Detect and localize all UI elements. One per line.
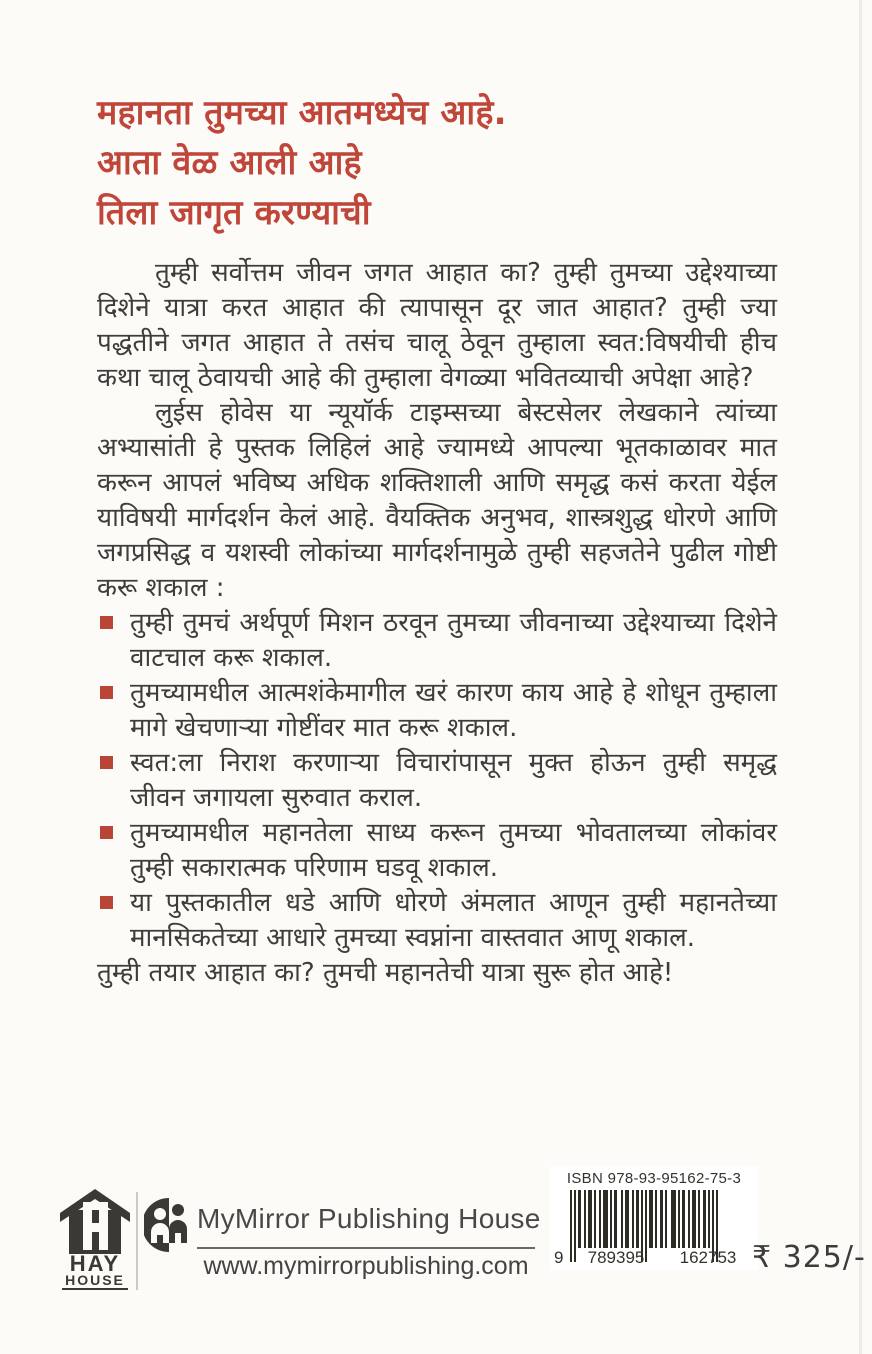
- vertical-divider: [136, 1192, 138, 1290]
- headline-line: तिला जागृत करण्याची: [97, 193, 371, 233]
- bullet-text: तुमच्यामधील आत्मशंकेमागील खरं कारण काय आहे हे शोधून तुम्हाला मागे खेचणाऱ्या गोष्टींवर मात करू शकाल.: [130, 678, 777, 743]
- publisher-underline: [197, 1247, 535, 1249]
- barcode-digit-group: 789395: [587, 1248, 645, 1267]
- barcode-digits: [554, 1248, 754, 1268]
- headline: [97, 88, 507, 238]
- list-item: [97, 606, 777, 676]
- barcode-digit-lead: 9: [554, 1248, 564, 1267]
- paragraph: लुईस होवेस या न्यूयॉर्क टाइम्सच्या बेस्टसेलर लेखकाने त्यांच्या अभ्यासांती हे पुस्तक लिहिलं आहे ज्यामध्ये आपल्या भूतकाळावर मात करून आपलं भविष्य अधिक शक्तिशाली आणि समृद्ध कसं करता येईल याविषयी मार्गदर्शन केलं आहे. वैयक्तिक अनुभव, शास्त्रशुद्ध धोरणे आणि जगप्रसिद्ध व यशस्वी लोकांच्या मार्गदर्शनामुळे तुम्ही सहजतेने पुढील गोष्टी करू शकाल :: [97, 398, 777, 603]
- list-item: [97, 676, 777, 746]
- barcode-block: [550, 1166, 758, 1270]
- bullet-text: या पुस्तकातील धडे आणि धोरणे अंमलात आणून तुम्ही महानतेच्या मानसिकतेच्या आधारे तुमच्या स्वप्नांना वास्तवात आणू शकाल.: [130, 888, 777, 953]
- bullet-text: तुमच्यामधील महानतेला साध्य करून तुमच्या भोवतालच्या लोकांवर तुम्ही सकारात्मक परिणाम घडवू शकाल.: [130, 818, 777, 883]
- headline-line: आता वेळ आली आहे: [97, 143, 362, 183]
- paragraph: तुम्ही सर्वोत्तम जीवन जगत आहात का? तुम्ही तुमच्या उद्देश्याच्या दिशेने यात्रा करत आहात की त्यापासून दूर जात आहात? तुम्ही ज्या पद्धतीने जगत आहात ते तसंच चालू ठेवून तुम्हाला स्वत:विषयीची हीच कथा चालू ठेवायची आहे की तुम्हाला वेगळ्या भवितव्याची अपेक्षा आहे?: [97, 258, 777, 393]
- publisher-website: www.mymirrorpublishing.com: [203, 1252, 529, 1280]
- mirror-people-icon: [144, 1196, 194, 1256]
- closing-line: तुम्ही तयार आहात का? तुमची महानतेची यात्रा सुरू होत आहे!: [97, 958, 674, 988]
- bullet-square-icon: [100, 616, 113, 629]
- bullet-square-icon: [100, 686, 113, 699]
- list-item: [97, 816, 777, 886]
- body-copy: [97, 256, 777, 991]
- bullet-square-icon: [100, 896, 113, 909]
- price-label: ₹ 325/-: [752, 1240, 866, 1275]
- bullet-square-icon: [100, 826, 113, 839]
- bullet-list: [97, 606, 777, 956]
- hay-house-logo: [56, 1186, 134, 1294]
- bullet-text: स्वत:ला निराश करणाऱ्या विचारांपासून मुक्त होऊन तुम्ही समृद्ध जीवन जगायला सुरुवात कराल.: [130, 748, 777, 813]
- hay-house-icon: [56, 1186, 134, 1290]
- svg-text:HOUSE: HOUSE: [65, 1272, 125, 1288]
- list-item: [97, 746, 777, 816]
- mymirror-logo-icon: [144, 1196, 194, 1260]
- svg-text:HAY: HAY: [69, 1251, 121, 1276]
- isbn-label: ISBN 978-93-95162-75-3: [566, 1170, 742, 1187]
- headline-line: महानता तुमच्या आतमध्येच आहे.: [97, 93, 507, 133]
- bullet-square-icon: [100, 756, 113, 769]
- scan-edge-shadow: [859, 0, 862, 1354]
- publisher-name: MyMirror Publishing House: [197, 1203, 541, 1234]
- barcode-digit-group: 162753: [679, 1248, 737, 1267]
- bullet-text: तुम्ही तुमचं अर्थपूर्ण मिशन ठरवून तुमच्या जीवनाच्या उद्देश्याच्या दिशेने वाटचाल करू शकाल.: [130, 608, 777, 673]
- list-item: [97, 886, 777, 956]
